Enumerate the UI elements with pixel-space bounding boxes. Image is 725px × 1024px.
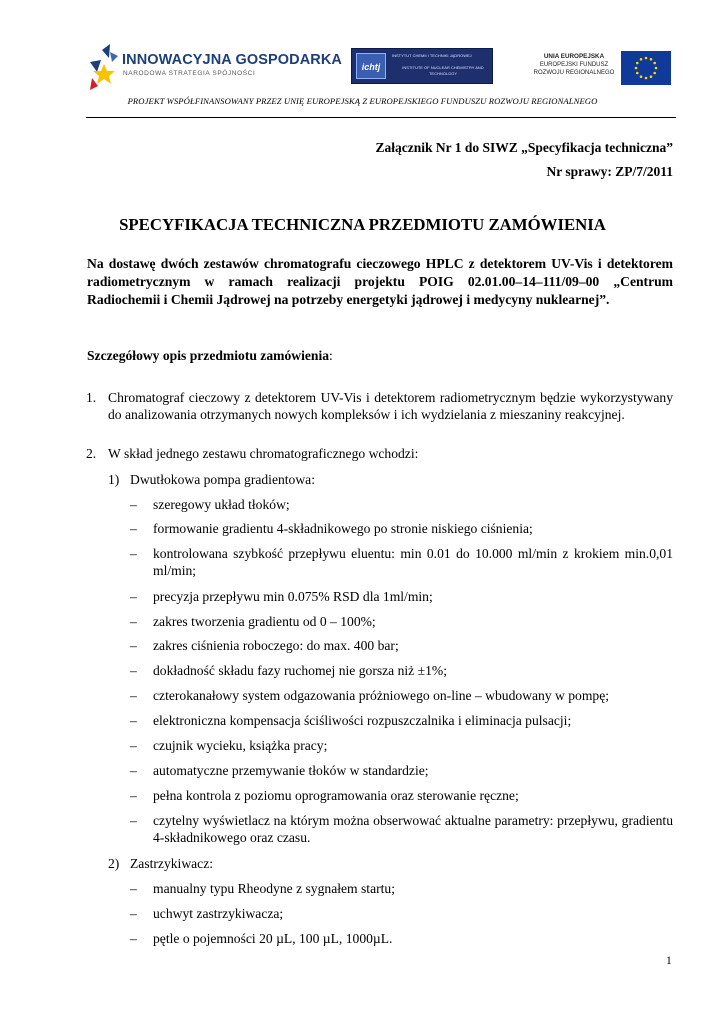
- eu-title: UNIA EUROPEJSKA: [543, 53, 605, 60]
- eu-text: [531, 53, 617, 77]
- list-item-text: automatyczne przemywanie tłoków w standardzie;: [153, 763, 429, 778]
- list-item-2: [86, 446, 673, 463]
- dash-bullet: –: [130, 497, 137, 512]
- dash-bullet: –: [130, 713, 137, 728]
- header-divider: [86, 117, 676, 118]
- list-item-text: szeregowy układ tłoków;: [153, 497, 290, 512]
- detail-label: Szczegółowy opis przedmiotu zamówienia: [87, 348, 330, 363]
- innowacyjna-subtitle: NARODOWA STRATEGIA SPÓJNOŚCI: [123, 70, 256, 77]
- eu-logo: [531, 49, 671, 85]
- eu-line2: ROZWOJU REGIONALNEGO: [533, 70, 615, 76]
- list-item-text: czytelny wyświetlacz na którym można obserwować aktualne parametry: przepływu, gradientu 4-składnikowego oraz czasu.: [153, 813, 673, 845]
- dash-bullet: –: [130, 589, 137, 604]
- eu-line1: EUROPEJSKI FUNDUSZ: [539, 62, 609, 68]
- list-item-2-number: 2.: [86, 446, 97, 461]
- list-item-text: zakres ciśnienia roboczego: do max. 400 bar;: [153, 638, 399, 653]
- list-item-text: formowanie gradientu 4-składnikowego po stronie niskiego ciśnienia;: [153, 521, 533, 536]
- list-item-text: czujnik wycieku, książka pracy;: [153, 738, 328, 753]
- intro-paragraph: Na dostawę dwóch zestawów chromatografu cieczowego HPLC z detektorem UV-Vis i detektorem radiometrycznym w ramach realizacji projektu POIG 02.01.00–14–111/09–00 „Centrum Radiochemii i Chemii Jądrowej na potrzeby energetyki jądrowej i medycyny nuklearnej”.: [87, 256, 673, 307]
- list-item-text: pełna kontrola z poziomu oprogramowania oraz sterowanie ręczne;: [153, 788, 519, 803]
- dash-bullet: –: [130, 688, 137, 703]
- eu-flag-icon: [621, 51, 671, 85]
- list-item-text: uchwyt zastrzykiwacza;: [153, 906, 284, 921]
- innowacyjna-title: INNOWACYJNA GOSPODARKA: [122, 52, 342, 68]
- innowacyjna-gospodarka-logo: [88, 42, 342, 92]
- ichtj-name-en: INSTITUTE OF NUCLEAR CHEMISTRY AND TECHNOLOGY: [402, 65, 484, 76]
- sub-item-pump-text: Dwutłokowa pompa gradientowa:: [130, 472, 315, 487]
- list-item-text: czterokanałowy system odgazowania próżniowego on-line – wbudowany w pompę;: [153, 688, 610, 703]
- dash-bullet: –: [130, 763, 137, 778]
- list-item-1-text: Chromatograf cieczowy z detektorem UV-Vis i detektorem radiometrycznym będzie wykorzystywany do analizowania otrzymanych nowych kompleksów i ich wydzielania z mieszaniny reakcyjnej.: [108, 390, 673, 422]
- list-item-text: elektroniczna kompensacja ściśliwości rozpuszczalnika i eliminacja pulsacji;: [153, 713, 572, 728]
- list-item-text: dokładność składu fazy ruchomej nie gorsza niż ±1%;: [153, 663, 447, 678]
- star-logo-icon: [88, 42, 122, 92]
- page-number: 1: [666, 955, 672, 967]
- dash-bullet: –: [130, 881, 137, 896]
- list-item-2-text: W skład jednego zestawu chromatograficznego wchodzi:: [108, 446, 419, 461]
- dash-bullet: –: [130, 788, 137, 803]
- detail-heading: [87, 348, 333, 364]
- list-item-1: [86, 390, 673, 423]
- dash-bullet: –: [130, 521, 137, 536]
- list-item-1-number: 1.: [86, 390, 97, 405]
- ichtj-name-pl: INSTYTUT CHEMII I TECHNIKI JĄDROWEJ: [392, 53, 472, 58]
- sub-item-injector-number: 2): [108, 856, 120, 871]
- list-item-text: precyzja przepływu min 0.075% RSD dla 1ml/min;: [153, 589, 433, 604]
- page-title: SPECYFIKACJA TECHNICZNA PRZEDMIOTU ZAMÓWIENIA: [119, 215, 606, 234]
- dash-bullet: –: [130, 738, 137, 753]
- sub-item-injector-text: Zastrzykiwacz:: [130, 856, 214, 871]
- dash-bullet: –: [130, 663, 137, 678]
- annex-heading: Załącznik Nr 1 do SIWZ „Specyfikacja techniczna”: [375, 140, 673, 155]
- case-number: Nr sprawy: ZP/7/2011: [546, 164, 673, 179]
- list-item-text: pętle o pojemności 20 µL, 100 µL, 1000µL.: [153, 931, 393, 946]
- list-item-text: zakres tworzenia gradientu od 0 – 100%;: [153, 614, 376, 629]
- dash-bullet: –: [130, 906, 137, 921]
- project-cofinancing-line: PROJEKT WSPÓŁFINANSOWANY PRZEZ UNIĘ EUROPEJSKĄ Z EUROPEJSKIEGO FUNDUSZU ROZWOJU REGIONALNEGO: [127, 96, 598, 106]
- dash-bullet: –: [130, 614, 137, 629]
- sub-item-pump: [108, 472, 670, 489]
- list-item-text: manualny typu Rheodyne z sygnałem startu;: [153, 881, 395, 896]
- detail-colon: :: [329, 348, 333, 363]
- dash-bullet: –: [130, 546, 137, 561]
- sub-item-pump-number: 1): [108, 472, 120, 487]
- list-item-text: kontrolowana szybkość przepływu eluentu: min 0.01 do 10.000 ml/min z krokiem min.0,01 ml/min;: [153, 546, 673, 578]
- dash-bullet: –: [130, 813, 137, 828]
- dash-bullet: –: [130, 931, 137, 946]
- ichtj-badge: ichtj: [356, 53, 386, 79]
- dash-bullet: –: [130, 638, 137, 653]
- sub-item-injector: [108, 856, 670, 873]
- ichtj-logo: [351, 48, 493, 84]
